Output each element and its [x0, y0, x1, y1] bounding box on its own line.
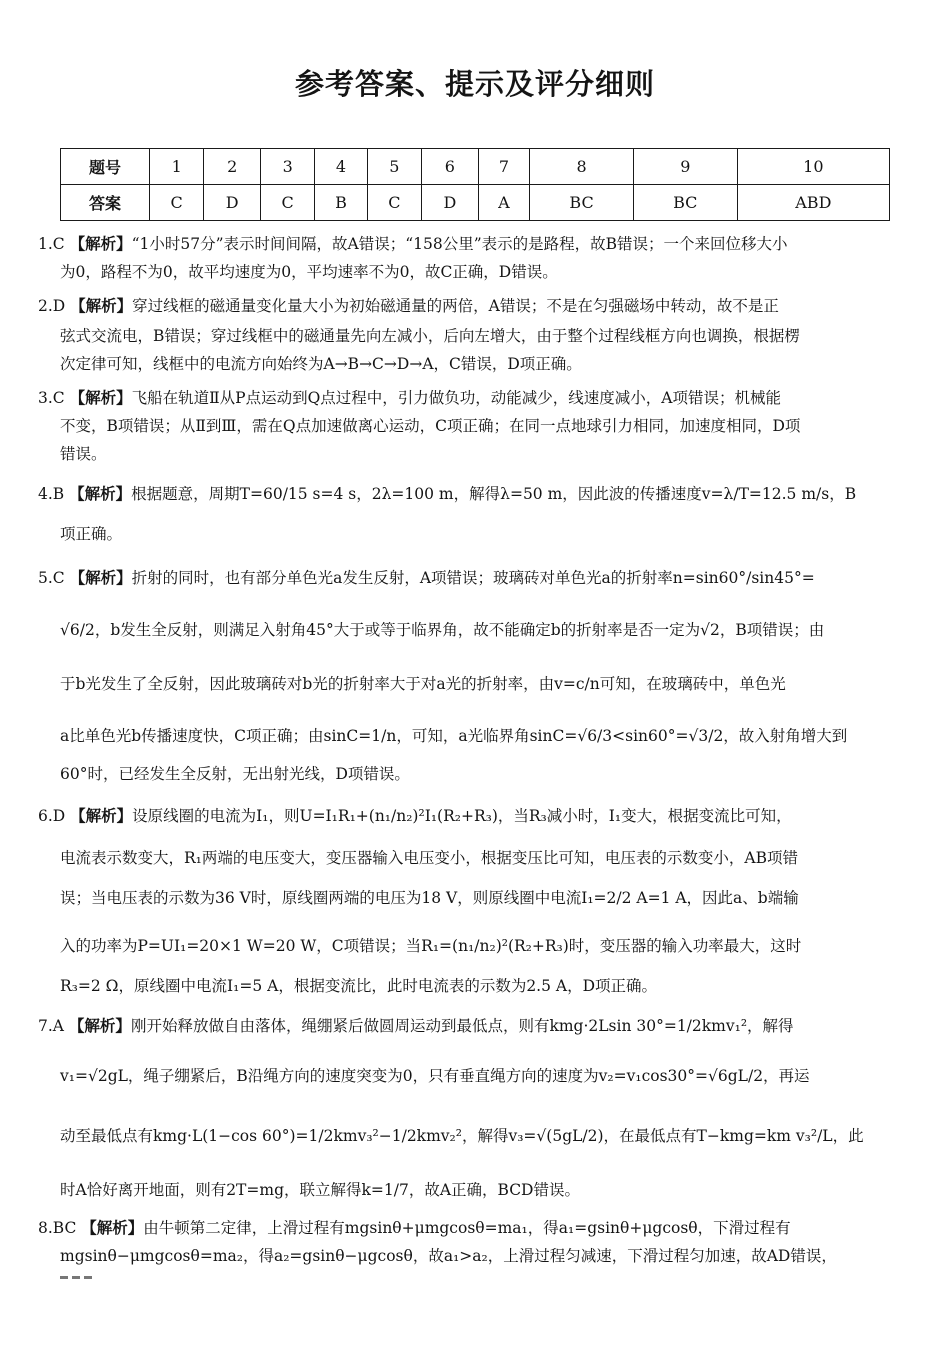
answer-cell: D: [204, 185, 261, 221]
analysis-tag: 【解析】: [69, 569, 132, 587]
header-label-cell: 题号: [61, 149, 150, 185]
solution-line: R₃=2 Ω，原线圈中电流I₁=5 A，根据变流比，此时电流表的示数为2.5 A，D项正确。: [60, 977, 658, 995]
solution-line: 入的功率为P=UI₁=20×1 W=20 W，C项错误；当R₁=(n₁/n₂)²(R₂+R₃)时，变压器的输入功率最大，这时: [60, 937, 802, 955]
solution-text: “1小时57分”表示时间间隔，故A错误；“158公里”表示的是路程，故B错误；一个来回位移大小: [131, 235, 788, 253]
solution-line: 次定律可知，线框中的电流方向始终为A→B→C→D→A，C错误，D项正确。: [60, 355, 582, 373]
question-number-cell: 8: [530, 149, 634, 185]
answer-cell: ABD: [737, 185, 889, 221]
answer-table: [60, 148, 890, 221]
question-number-cell: 3: [261, 149, 315, 185]
answer-cell: C: [367, 185, 421, 221]
answer-cell: BC: [530, 185, 634, 221]
question-label: 4.B: [38, 485, 65, 503]
solution-line: √6/2，b发生全反射，则满足入射角45°大于或等于临界角，故不能确定b的折射率是否一定为√2，B项错误；由: [60, 621, 825, 639]
question-number-cell: 6: [422, 149, 479, 185]
solution-line: a比单色光b传播速度快，C项正确；由sinC=1/n，可知，a光临界角sinC=√6/3<sin60°=√3/2，故入射角增大到: [60, 727, 848, 745]
solution-line: 于b光发生了全反射，因此玻璃砖对b光的折射率大于对a光的折射率，由v=c/n可知，在玻璃砖中，单色光: [60, 675, 786, 693]
question-label: 1.C: [38, 235, 65, 253]
question-number-cell: 5: [367, 149, 421, 185]
solution-line: 为0，路程不为0，故平均速度为0，平均速率不为0，故C正确，D错误。: [60, 263, 558, 281]
solution-line: [38, 294, 779, 318]
solution-text: 飞船在轨道Ⅱ从P点运动到Q点过程中，引力做负功，动能减少，线速度减小，A项错误；机械能: [131, 389, 781, 407]
question-label: 3.C: [38, 389, 65, 407]
solution-text: 由牛顿第二定律，上滑过程有mgsinθ+μmgcosθ=ma₁，得a₁=gsinθ+μgcosθ，下滑过程有: [143, 1219, 791, 1237]
analysis-tag: 【解析】: [68, 1017, 131, 1035]
answer-cell: D: [422, 185, 479, 221]
solution-line: [38, 482, 856, 506]
solution-line: 动至最低点有kmg·L(1−cos 60°)=1/2kmv₃²−1/2kmv₂²，解得v₃=√(5gL/2)，在最低点有T−kmg=km v₃²/L，此: [60, 1127, 864, 1145]
analysis-tag: 【解析】: [69, 389, 132, 407]
solution-line: 误；当电压表的示数为36 V时，原线圈两端的电压为18 V，则原线圈中电流I₁=2/2 A=1 A，因此a、b端输: [60, 889, 799, 907]
solution-line: 项正确。: [60, 525, 123, 543]
question-number-cell: 9: [633, 149, 737, 185]
question-label: 6.D: [38, 807, 66, 825]
analysis-tag: 【解析】: [70, 807, 133, 825]
solution-line: [38, 566, 815, 590]
question-number-cell: 1: [150, 149, 204, 185]
solution-line: [38, 386, 781, 410]
question-number-cell: 10: [737, 149, 889, 185]
solution-line: v₁=√2gL，绳子绷紧后，B沿绳方向的速度突变为0，只有垂直绳方向的速度为v₂=v₁cos30°=√6gL/2，再运: [60, 1067, 810, 1085]
analysis-tag: 【解析】: [70, 297, 133, 315]
solution-line: mgsinθ−μmgcosθ=ma₂，得a₂=gsinθ−μgcosθ，故a₁>a₂，上滑过程匀减速，下滑过程匀加速，故AD错误，: [60, 1247, 837, 1265]
solution-line: 时A恰好离开地面，则有2T=mg，联立解得k=1/7，故A正确，BCD错误。: [60, 1181, 580, 1199]
solution-line: [38, 804, 792, 828]
solution-line: 电流表示数变大，R₁两端的电压变大，变压器输入电压变小，根据变压比可知，电压表的示数变小，AB项错: [60, 849, 798, 867]
solution-line: 60°时，已经发生全反射，无出射光线，D项错误。: [60, 765, 410, 783]
table-row-numbers: [61, 149, 890, 185]
answer-cell: C: [150, 185, 204, 221]
solution-line: 错误。: [60, 445, 107, 463]
solution-line: [38, 1014, 794, 1038]
question-label: 8.BC: [38, 1219, 77, 1237]
analysis-tag: 【解析】: [69, 235, 132, 253]
answer-cell: A: [478, 185, 530, 221]
solution-line: [38, 232, 788, 256]
table-row-answers: [61, 185, 890, 221]
solution-text: 根据题意，周期T=60/15 s=4 s，2λ=100 m，解得λ=50 m，因此波的传播速度v=λ/T=12.5 m/s，B: [131, 485, 857, 503]
answer-cell: C: [261, 185, 315, 221]
question-label: 5.C: [38, 569, 65, 587]
solution-line: 弦式交流电，B错误；穿过线框中的磁通量先向左减小，后向左增大，由于整个过程线框方向也调换，根据楞: [60, 327, 800, 345]
question-label: 7.A: [38, 1017, 64, 1035]
cut-off-text-remnant: [60, 1272, 100, 1280]
solution-text: 穿过线框的磁通量变化量大小为初始磁通量的两倍，A错误；不是在匀强磁场中转动，故不是正: [132, 297, 779, 315]
question-label: 2.D: [38, 297, 66, 315]
answer-label-cell: 答案: [61, 185, 150, 221]
solution-text: 刚开始释放做自由落体，绳绷紧后做圆周运动到最低点，则有kmg·2Lsin 30°=1/2kmv₁²，解得: [130, 1017, 794, 1035]
solution-text: 折射的同时，也有部分单色光a发生反射，A项错误；玻璃砖对单色光a的折射率n=sin60°/sin45°=: [131, 569, 815, 587]
question-number-cell: 2: [204, 149, 261, 185]
solution-line: [38, 1216, 791, 1240]
answer-cell: BC: [633, 185, 737, 221]
solution-line: 不变，B项错误；从Ⅱ到Ⅲ，需在Q点加速做离心运动，C项正确；在同一点地球引力相同，加速度相同，D项: [60, 417, 801, 435]
analysis-tag: 【解析】: [69, 485, 132, 503]
solution-text: 设原线圈的电流为I₁，则U=I₁R₁+(n₁/n₂)²I₁(R₂+R₃)，当R₃减小时，I₁变大，根据变流比可知，: [132, 807, 792, 825]
question-number-cell: 4: [315, 149, 367, 185]
page-title: 参考答案、提示及评分细则: [294, 67, 655, 101]
analysis-tag: 【解析】: [81, 1219, 144, 1237]
answer-cell: B: [315, 185, 367, 221]
question-number-cell: 7: [478, 149, 530, 185]
